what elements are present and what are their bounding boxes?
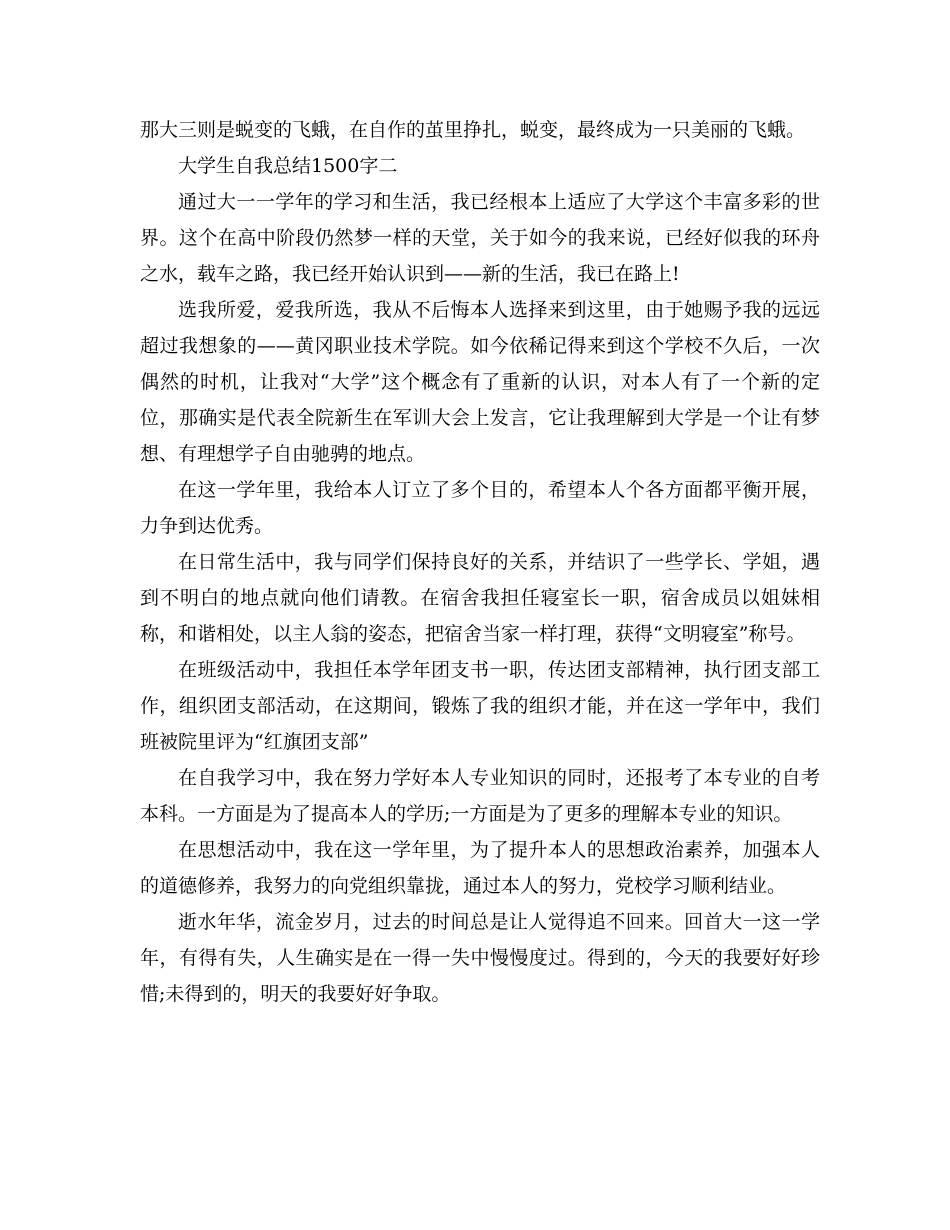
paragraph-adaptation: 通过大一一学年的学习和生活，我已经根本上适应了大学这个丰富多彩的世界。这个在高中阶段仍然梦一样的天堂，关于如今的我来说，已经好似我的环舟之水，载车之路，我已经开始认识到——新的生活，我已在路上! [140,191,820,285]
paragraph-daily-life: 在日常生活中，我与同学们保持良好的关系，并结识了一些学长、学姐，遇到不明白的地点就向他们请教。在宿舍我担任寝室长一职，宿舍成员以姐妹相称，和谐相处，以主人翁的姿态，把宿舍当家一样打理，获得“文明寝室”称号。 [140,551,820,645]
paragraph-self-study: 在自我学习中，我在努力学好本人专业知识的同时，还报考了本专业的自考本科。一方面是为了提高本人的学历;一方面是为了更多的理解本专业的知识。 [140,767,820,825]
paragraph-choice: 选我所爱，爱我所选，我从不后悔本人选择来到这里，由于她赐予我的远远超过我想象的——黄冈职业技术学院。如今依稀记得来到这个学校不久后，一次偶然的时机，让我对“大学”这个概念有了重新的认识，对本人有了一个新的定位，那确实是代表全院新生在军训大会上发言，它让我理解到大学是一个让有梦想、有理想学子自由驰骋的地点。 [140,299,820,465]
paragraph-conclusion: 逝水年华，流金岁月，过去的时间总是让人觉得追不回来。回首大一这一学年，有得有失，人生确实是在一得一失中慢慢度过。得到的，今天的我要好好珍惜;未得到的，明天的我要好好争取。 [140,911,820,1005]
paragraph-intro-continuation: 那大三则是蜕变的飞蛾，在自作的茧里挣扎，蜕变，最终成为一只美丽的飞蛾。 [140,119,806,141]
paragraph-ideology: 在思想活动中，我在这一学年里，为了提升本人的思想政治素养，加强本人的道德修养，我努力的向党组织靠拢，通过本人的努力，党校学习顺利结业。 [140,839,820,897]
document-body [140,112,820,1012]
paragraph-class-activities: 在班级活动中，我担任本学年团支书一职，传达团支部精神，执行团支部工作，组织团支部活动，在这期间，锻炼了我的组织才能，并在这一学年中，我们班被院里评为“红旗团支部” [140,659,820,753]
section-heading: 大学生自我总结1500字二 [178,155,398,177]
paragraph-goals: 在这一学年里，我给本人订立了多个目的，希望本人个各方面都平衡开展，力争到达优秀。 [140,479,820,537]
